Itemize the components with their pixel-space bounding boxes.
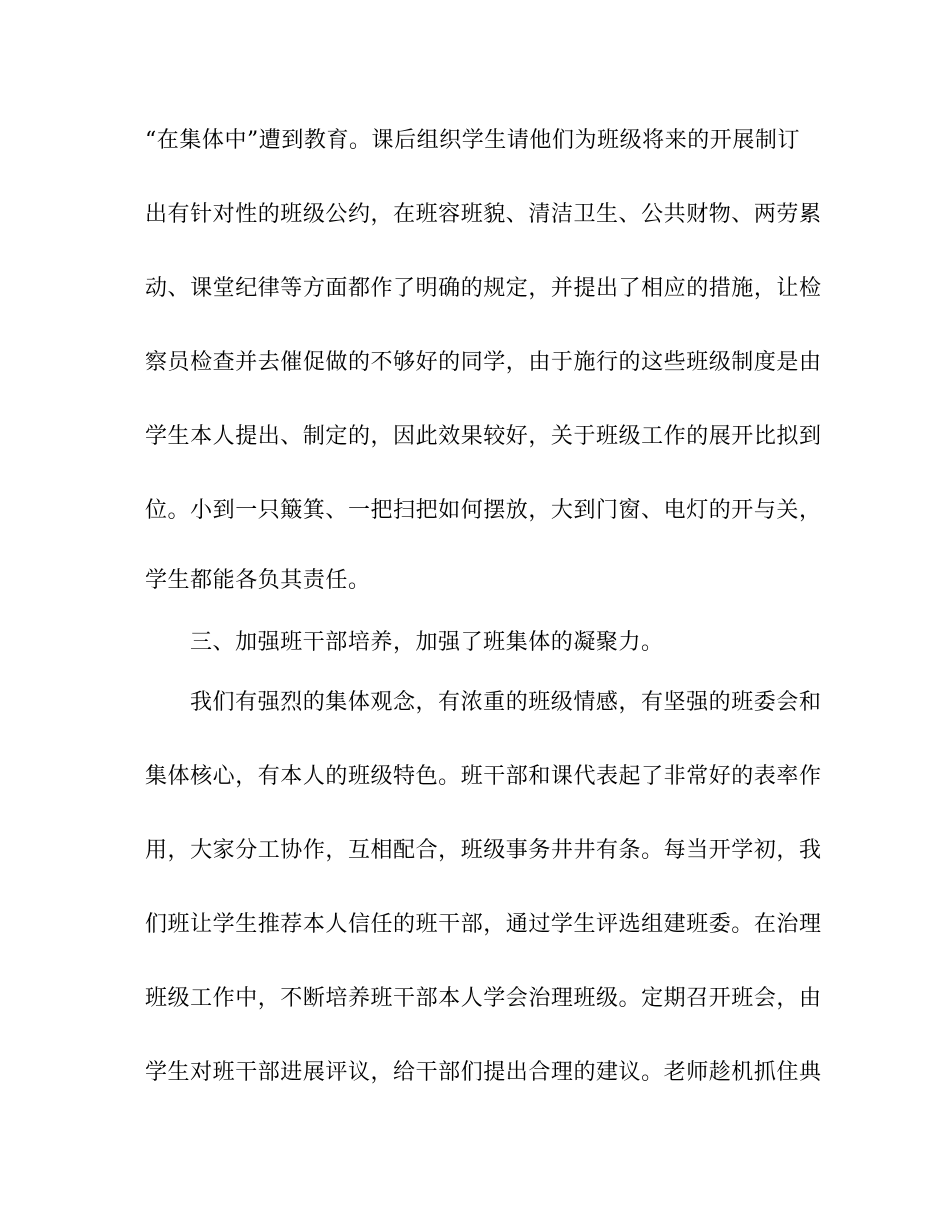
paragraph-line: 学生本人提出、制定的，因此效果较好，关于班级工作的展开比拟到 <box>145 424 822 449</box>
paragraph-line: 察员检查并去催促做的不够好的同学，由于施行的这些班级制度是由 <box>145 350 822 375</box>
paragraph-line: 学生都能各负其责任。 <box>145 568 371 593</box>
paragraph-line: 动、课堂纪律等方面都作了明确的规定，并提出了相应的措施，让检 <box>145 276 822 301</box>
paragraph-line: 用，大家分工协作，互相配合，班级事务井井有条。每当开学初，我 <box>145 838 822 863</box>
paragraph-line: 班级工作中，不断培养班干部本人学会治理班级。定期召开班会，由 <box>145 986 822 1011</box>
paragraph-line: 们班让学生推荐本人信任的班干部，通过学生评选组建班委。在治理 <box>145 912 822 937</box>
paragraph-line: 学生对班干部进展评议，给干部们提出合理的建议。老师趁机抓住典 <box>145 1060 822 1085</box>
paragraph-line: 我们有强烈的集体观念，有浓重的班级情感，有坚强的班委会和 <box>190 690 822 715</box>
section-heading: 三、加强班干部培养，加强了班集体的凝聚力。 <box>190 630 664 655</box>
paragraph-line: 位。小到一只簸箕、一把扫把如何摆放，大到门窗、电灯的开与关， <box>145 498 822 523</box>
paragraph-line: 出有针对性的班级公约，在班容班貌、清洁卫生、公共财物、两劳累 <box>145 202 822 227</box>
paragraph-line: “在集体中”遭到教育。课后组织学生请他们为班级将来的开展制订 <box>145 128 800 153</box>
paragraph-line: 集体核心，有本人的班级特色。班干部和课代表起了非常好的表率作 <box>145 764 822 789</box>
